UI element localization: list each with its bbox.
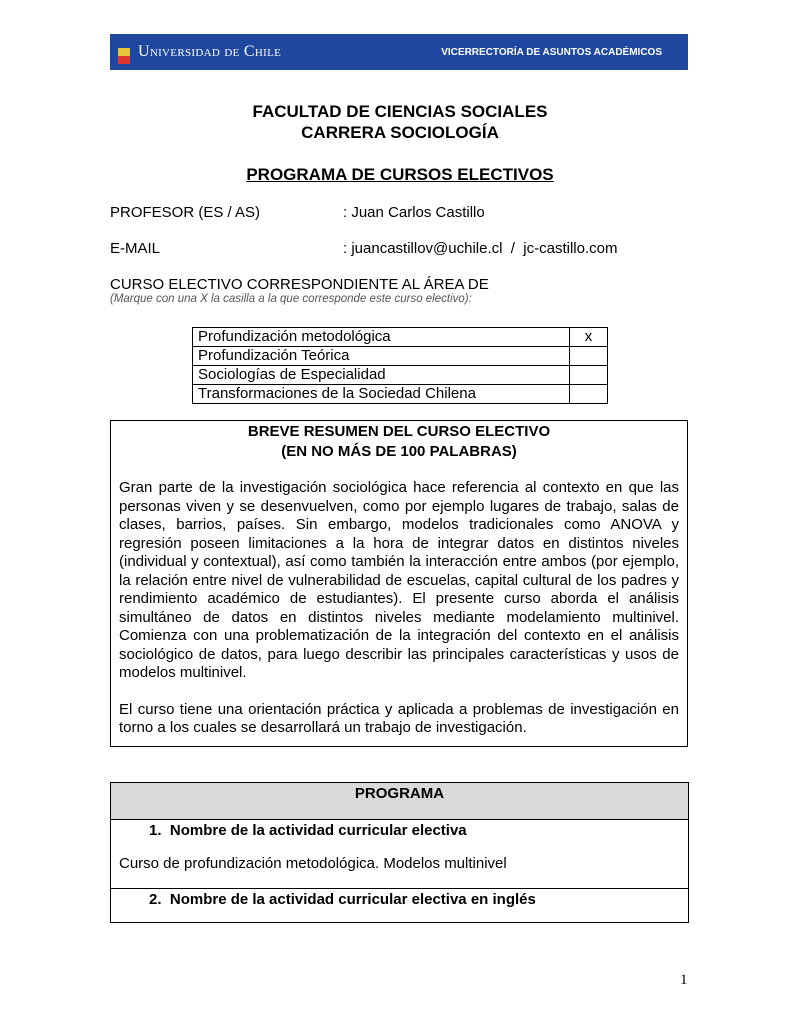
document-subtitle: PROGRAMA DE CURSOS ELECTIVOS bbox=[246, 165, 554, 184]
office-name: VICERRECTORÍA DE ASUNTOS ACADÉMICOS bbox=[441, 46, 662, 58]
area-heading: CURSO ELECTIVO CORRESPONDIENTE AL ÁREA DE bbox=[110, 276, 489, 293]
programa-item bbox=[111, 820, 689, 889]
programa-item bbox=[111, 889, 689, 923]
email-label: E-MAIL bbox=[110, 240, 161, 257]
programa-table bbox=[110, 782, 689, 923]
item-number: 2. bbox=[149, 891, 162, 908]
table-row bbox=[193, 328, 608, 347]
area-option: Transformaciones de la Sociedad Chilena bbox=[193, 385, 570, 404]
area-checkbox[interactable] bbox=[570, 347, 608, 366]
email-value: : juancastillov@uchile.cl / jc-castillo.com bbox=[343, 240, 618, 257]
summary-heading: BREVE RESUMEN DEL CURSO ELECTIVO bbox=[247, 423, 551, 440]
summary-paragraph: El curso tiene una orientación práctica y aplicada a problemas de investigación en torno a los cuales se desarrollará un trabajo de investigación. bbox=[119, 700, 679, 736]
item-number: 1. bbox=[149, 822, 162, 839]
item-body: Curso de profundización metodológica. Modelos multinivel bbox=[119, 855, 507, 872]
header-banner bbox=[110, 34, 688, 70]
area-instruction: (Marque con una X la casilla a la que corresponde este curso electivo): bbox=[110, 293, 472, 305]
career-title: CARRERA SOCIOLOGÍA bbox=[301, 123, 499, 142]
table-row bbox=[193, 347, 608, 366]
area-option: Sociologías de Especialidad bbox=[193, 366, 570, 385]
summary-box bbox=[110, 420, 688, 747]
faculty-title: FACULTAD DE CIENCIAS SOCIALES bbox=[252, 102, 548, 121]
table-row bbox=[193, 385, 608, 404]
university-name: Universidad de Chile bbox=[138, 43, 282, 60]
summary-paragraph: Gran parte de la investigación sociológica hace referencia al contexto en que las personas viven y se desenvuelven, como por ejemplo lugares de trabajo, salas de clases, barrios, países. Sin embargo, modelos tradicionales como ANOVA y regresión poseen limitaciones a la hora de integrar datos en distintos niveles (individual y contextual), así como también la interacción entre ambos (por ejemplo, la relación entre nivel de vulnerabilidad de escuelas, capital cultural de los padres y rendimiento académico de estudiantes). El presente curso aborda el análisis simultáneo de datos en distintos niveles mediante modelamiento multinivel. Comienza con una problematización de la integración del contexto en el análisis sociológico de datos, para luego describir las principales características y usos de modelos multinivel. bbox=[119, 479, 679, 681]
area-option: Profundización Teórica bbox=[193, 347, 570, 366]
professor-value: : Juan Carlos Castillo bbox=[343, 204, 485, 221]
area-option: Profundización metodológica bbox=[193, 328, 570, 347]
area-checkbox[interactable] bbox=[570, 385, 608, 404]
table-row bbox=[193, 366, 608, 385]
page-number: 1 bbox=[680, 972, 688, 988]
area-checkbox[interactable]: x bbox=[570, 328, 608, 347]
item-title: Nombre de la actividad curricular electiva bbox=[169, 822, 467, 839]
area-checkbox[interactable] bbox=[570, 366, 608, 385]
university-logo bbox=[118, 40, 281, 64]
programa-heading: PROGRAMA bbox=[111, 783, 689, 820]
item-title: Nombre de la actividad curricular electiva en inglés bbox=[169, 891, 536, 908]
summary-subheading: (EN NO MÁS DE 100 PALABRAS) bbox=[281, 443, 517, 460]
professor-label: PROFESOR (ES / AS) bbox=[110, 204, 261, 221]
crest-icon bbox=[118, 40, 130, 64]
area-table bbox=[192, 327, 608, 404]
